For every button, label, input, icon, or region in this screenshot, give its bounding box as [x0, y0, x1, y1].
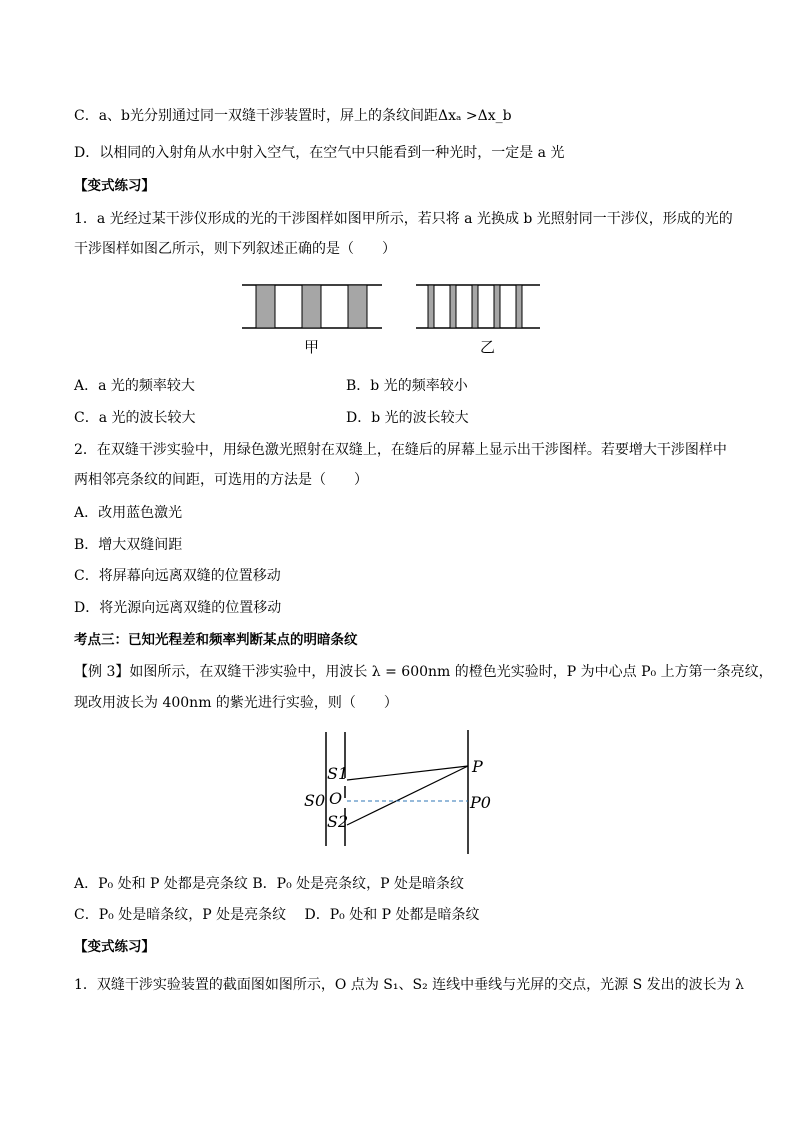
pattern-yi	[416, 285, 540, 328]
q1-text-line1: 1．a 光经过某干涉仪形成的光的干涉图样如图甲所示，若只将 a 光换成 b 光照射同一干涉仪，形成的光的	[74, 211, 733, 227]
q1-option-b: B．b 光的频率较小	[346, 378, 468, 394]
label-jia: 甲	[304, 338, 320, 356]
q1-option-c: C．a 光的波长较大	[74, 410, 196, 426]
label-s1: S1	[327, 764, 349, 783]
label-s2: S2	[327, 812, 349, 831]
q1-option-d: D．b 光的波长较大	[346, 410, 469, 426]
label-p0: P0	[470, 793, 491, 812]
example3-text-line1: 【例 3】如图所示，在双缝干涉实验中，用波长 λ = 600nm 的橙色光实验时，P 为中心点 P₀ 上方第一条亮纹，	[74, 664, 773, 680]
pattern-jia	[242, 285, 382, 328]
option-d-top: D．以相同的入射角从水中射入空气，在空气中只能看到一种光时，一定是 a 光	[74, 145, 565, 161]
section-heading-variant-2: 【变式练习】	[74, 939, 155, 955]
q1-option-a: A．a 光的频率较大	[74, 378, 195, 394]
double-slit-diagram	[300, 728, 500, 858]
q1-text-line2: 干涉图样如图乙所示，则下列叙述正确的是（ ）	[74, 241, 396, 257]
label-yi: 乙	[480, 338, 496, 356]
section-heading-variant-1: 【变式练习】	[74, 178, 155, 194]
label-o: O	[329, 789, 343, 808]
ray-s2-p	[347, 766, 468, 825]
topic3-heading: 考点三：已知光程差和频率判断某点的明暗条纹	[74, 632, 358, 648]
interference-patterns-figure	[236, 280, 546, 360]
ray-s1-p	[347, 766, 468, 780]
variant2-q1-text-line1: 1．双缝干涉实验装置的截面图如图所示，O 点为 S₁、S₂ 连线中垂线与光屏的交点，光源 S 发出的波长为 λ	[74, 977, 744, 993]
q2-option-a: A．改用蓝色激光	[74, 505, 183, 521]
q2-text-line2: 两相邻亮条纹的间距，可选用的方法是（ ）	[74, 472, 368, 488]
label-s0: S0	[304, 791, 326, 810]
example3-options-cd: C．P₀ 处是暗条纹，P 处是亮条纹 D．P₀ 处和 P 处都是暗条纹	[74, 907, 480, 923]
example3-text-line2: 现改用波长为 400nm 的紫光进行实验，则（ ）	[74, 695, 398, 711]
q2-text-line1: 2．在双缝干涉实验中，用绿色激光照射在双缝上，在缝后的屏幕上显示出干涉图样。若要增大干涉图样中	[74, 442, 727, 458]
q2-option-b: B．增大双缝间距	[74, 537, 183, 553]
option-c-top: C．a、b光分别通过同一双缝干涉装置时，屏上的条纹间距Δxₐ >Δx_b	[74, 108, 512, 124]
q2-option-c: C．将屏幕向远离双缝的位置移动	[74, 568, 281, 584]
q2-option-d: D．将光源向远离双缝的位置移动	[74, 600, 282, 616]
label-p: P	[472, 757, 483, 776]
example3-options-ab: A．P₀ 处和 P 处都是亮条纹 B．P₀ 处是亮条纹，P 处是暗条纹	[74, 876, 465, 892]
